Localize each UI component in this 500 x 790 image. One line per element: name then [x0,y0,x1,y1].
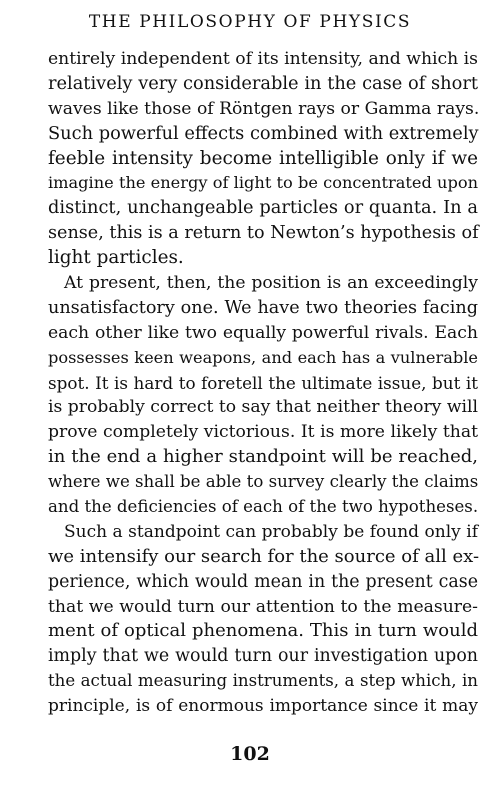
text-line: relatively very considerable in the case of short [48,72,478,94]
body-text [48,47,478,719]
text-line: and the deficiencies of each of the two hypotheses. [48,497,479,517]
text-line: spot. It is hard to foretell the ultimate issue, but it [48,372,478,393]
text-line: Such a standpoint can probably be found only if [64,521,478,542]
text-line: imagine the energy of light to be concentrated upon [48,173,478,193]
text-line: perience, which would mean in the present case [48,571,478,592]
text-line: principle, is of enormous importance since it may [48,696,478,717]
text-line: waves like those of Röntgen rays or Gamma rays. [48,98,480,119]
text-line: unsatisfactory one. We have two theories facing [48,297,478,318]
text-line: where we shall be able to survey clearly the claims [48,472,479,492]
text-line: in the end a higher standpoint will be reached, [48,446,478,468]
text-line: light particles. [48,247,184,269]
text-line: prove completely victorious. It is more likely that [48,422,478,443]
text-line: feeble intensity become intelligible only if we [48,147,478,169]
text-line: Such powerful effects combined with extremely [48,122,479,144]
text-line: is probably correct to say that neither theory will [48,397,479,418]
text-line: that we would turn our attention to the measure- [48,596,478,617]
page-number: 102 [230,743,270,765]
text-line: we intensify our search for the source of all ex- [48,545,480,567]
text-line: entirely independent of its intensity, and which is [48,49,478,69]
text-line: each other like two equally powerful rivals. Each [48,322,478,343]
text-line: possesses keen weapons, and each has a vulnerable [48,347,478,367]
running-head: THE PHILOSOPHY OF PHYSICS [88,12,412,32]
text-line: ment of optical phenomena. This in turn would [48,620,478,642]
text-line: At present, then, the position is an exceedingly [64,273,478,294]
text-line: the actual measuring instruments, a step which, in [48,671,478,691]
text-line: distinct, unchangeable particles or quanta. In a [48,197,478,219]
text-line: sense, this is a return to Newton’s hypothesis of [48,223,479,244]
text-line: imply that we would turn our investigation upon [48,646,478,667]
